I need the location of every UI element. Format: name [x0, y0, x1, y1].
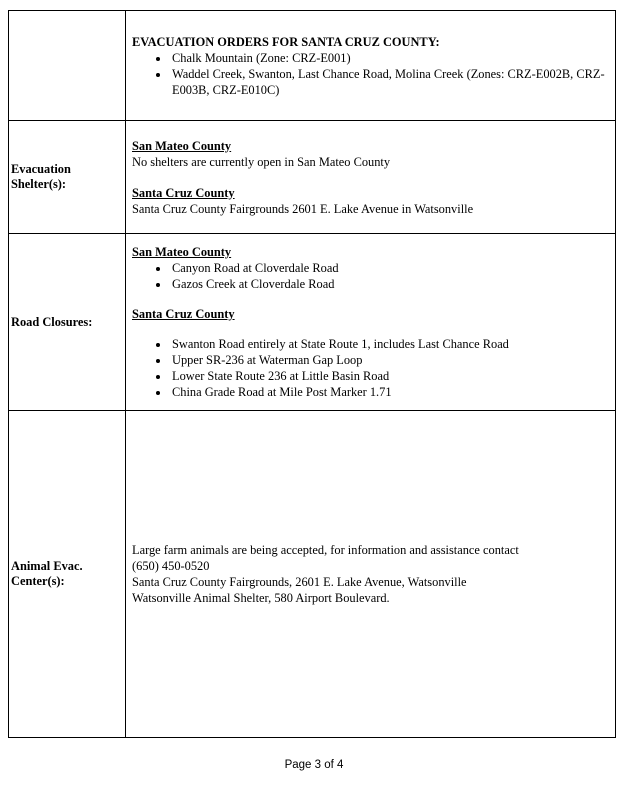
list-item: • Upper SR-236 at Waterman Gap Loop — [170, 352, 609, 368]
san-mateo-heading: San Mateo County — [132, 138, 232, 153]
page-number: Page 3 of 4 — [284, 759, 344, 771]
shelters-label: Evacuation Shelter(s): — [9, 121, 126, 234]
animal-evac-phone: (650) 450-0520 — [132, 559, 210, 573]
evac-orders-list — [132, 50, 609, 98]
san-mateo-closures-list — [132, 260, 609, 292]
list-item: • Chalk Mountain (Zone: CRZ-E001) — [170, 50, 609, 66]
road-closures-row — [9, 234, 616, 411]
list-item: • China Grade Road at Mile Post Marker 1.71 — [170, 384, 609, 400]
road-closures-label: Road Closures: — [9, 234, 126, 411]
evac-orders-content — [126, 11, 616, 121]
evac-orders-heading: EVACUATION ORDERS FOR SANTA CRUZ COUNTY: — [132, 34, 440, 49]
santa-cruz-closures-list — [132, 336, 609, 400]
santa-cruz-shelter-text: Santa Cruz County Fairgrounds 2601 E. Lake Avenue in Watsonville — [132, 201, 474, 216]
list-item: • Canyon Road at Cloverdale Road — [170, 260, 609, 276]
evac-orders-label-cell — [9, 11, 126, 121]
info-table — [8, 10, 616, 738]
animal-evac-label: Animal Evac. Center(s): — [9, 411, 126, 738]
list-item: • Waddel Creek, Swanton, Last Chance Road, Molina Creek (Zones: CRZ-E002B, CRZ-E003B, CRZ-E010C) — [170, 66, 609, 98]
road-closures-content — [126, 234, 616, 411]
san-mateo-shelter-text: No shelters are currently open in San Mateo County — [132, 154, 391, 169]
list-item: • Swanton Road entirely at State Route 1, includes Last Chance Road — [170, 336, 609, 352]
animal-evac-line: Santa Cruz County Fairgrounds, 2601 E. Lake Avenue, Watsonville — [132, 575, 467, 589]
san-mateo-heading: San Mateo County — [132, 245, 232, 259]
animal-evac-line: Large farm animals are being accepted, for information and assistance contact — [132, 543, 519, 557]
animal-evac-content — [126, 411, 616, 738]
animal-evac-row — [9, 411, 616, 738]
santa-cruz-heading: Santa Cruz County — [132, 307, 235, 321]
evac-orders-row — [9, 11, 616, 121]
santa-cruz-heading: Santa Cruz County — [132, 185, 235, 200]
shelters-content — [126, 121, 616, 234]
list-item: • Lower State Route 236 at Little Basin Road — [170, 368, 609, 384]
shelters-row — [9, 121, 616, 234]
animal-evac-line: Watsonville Animal Shelter, 580 Airport Boulevard. — [132, 591, 390, 605]
list-item: • Gazos Creek at Cloverdale Road — [170, 276, 609, 292]
